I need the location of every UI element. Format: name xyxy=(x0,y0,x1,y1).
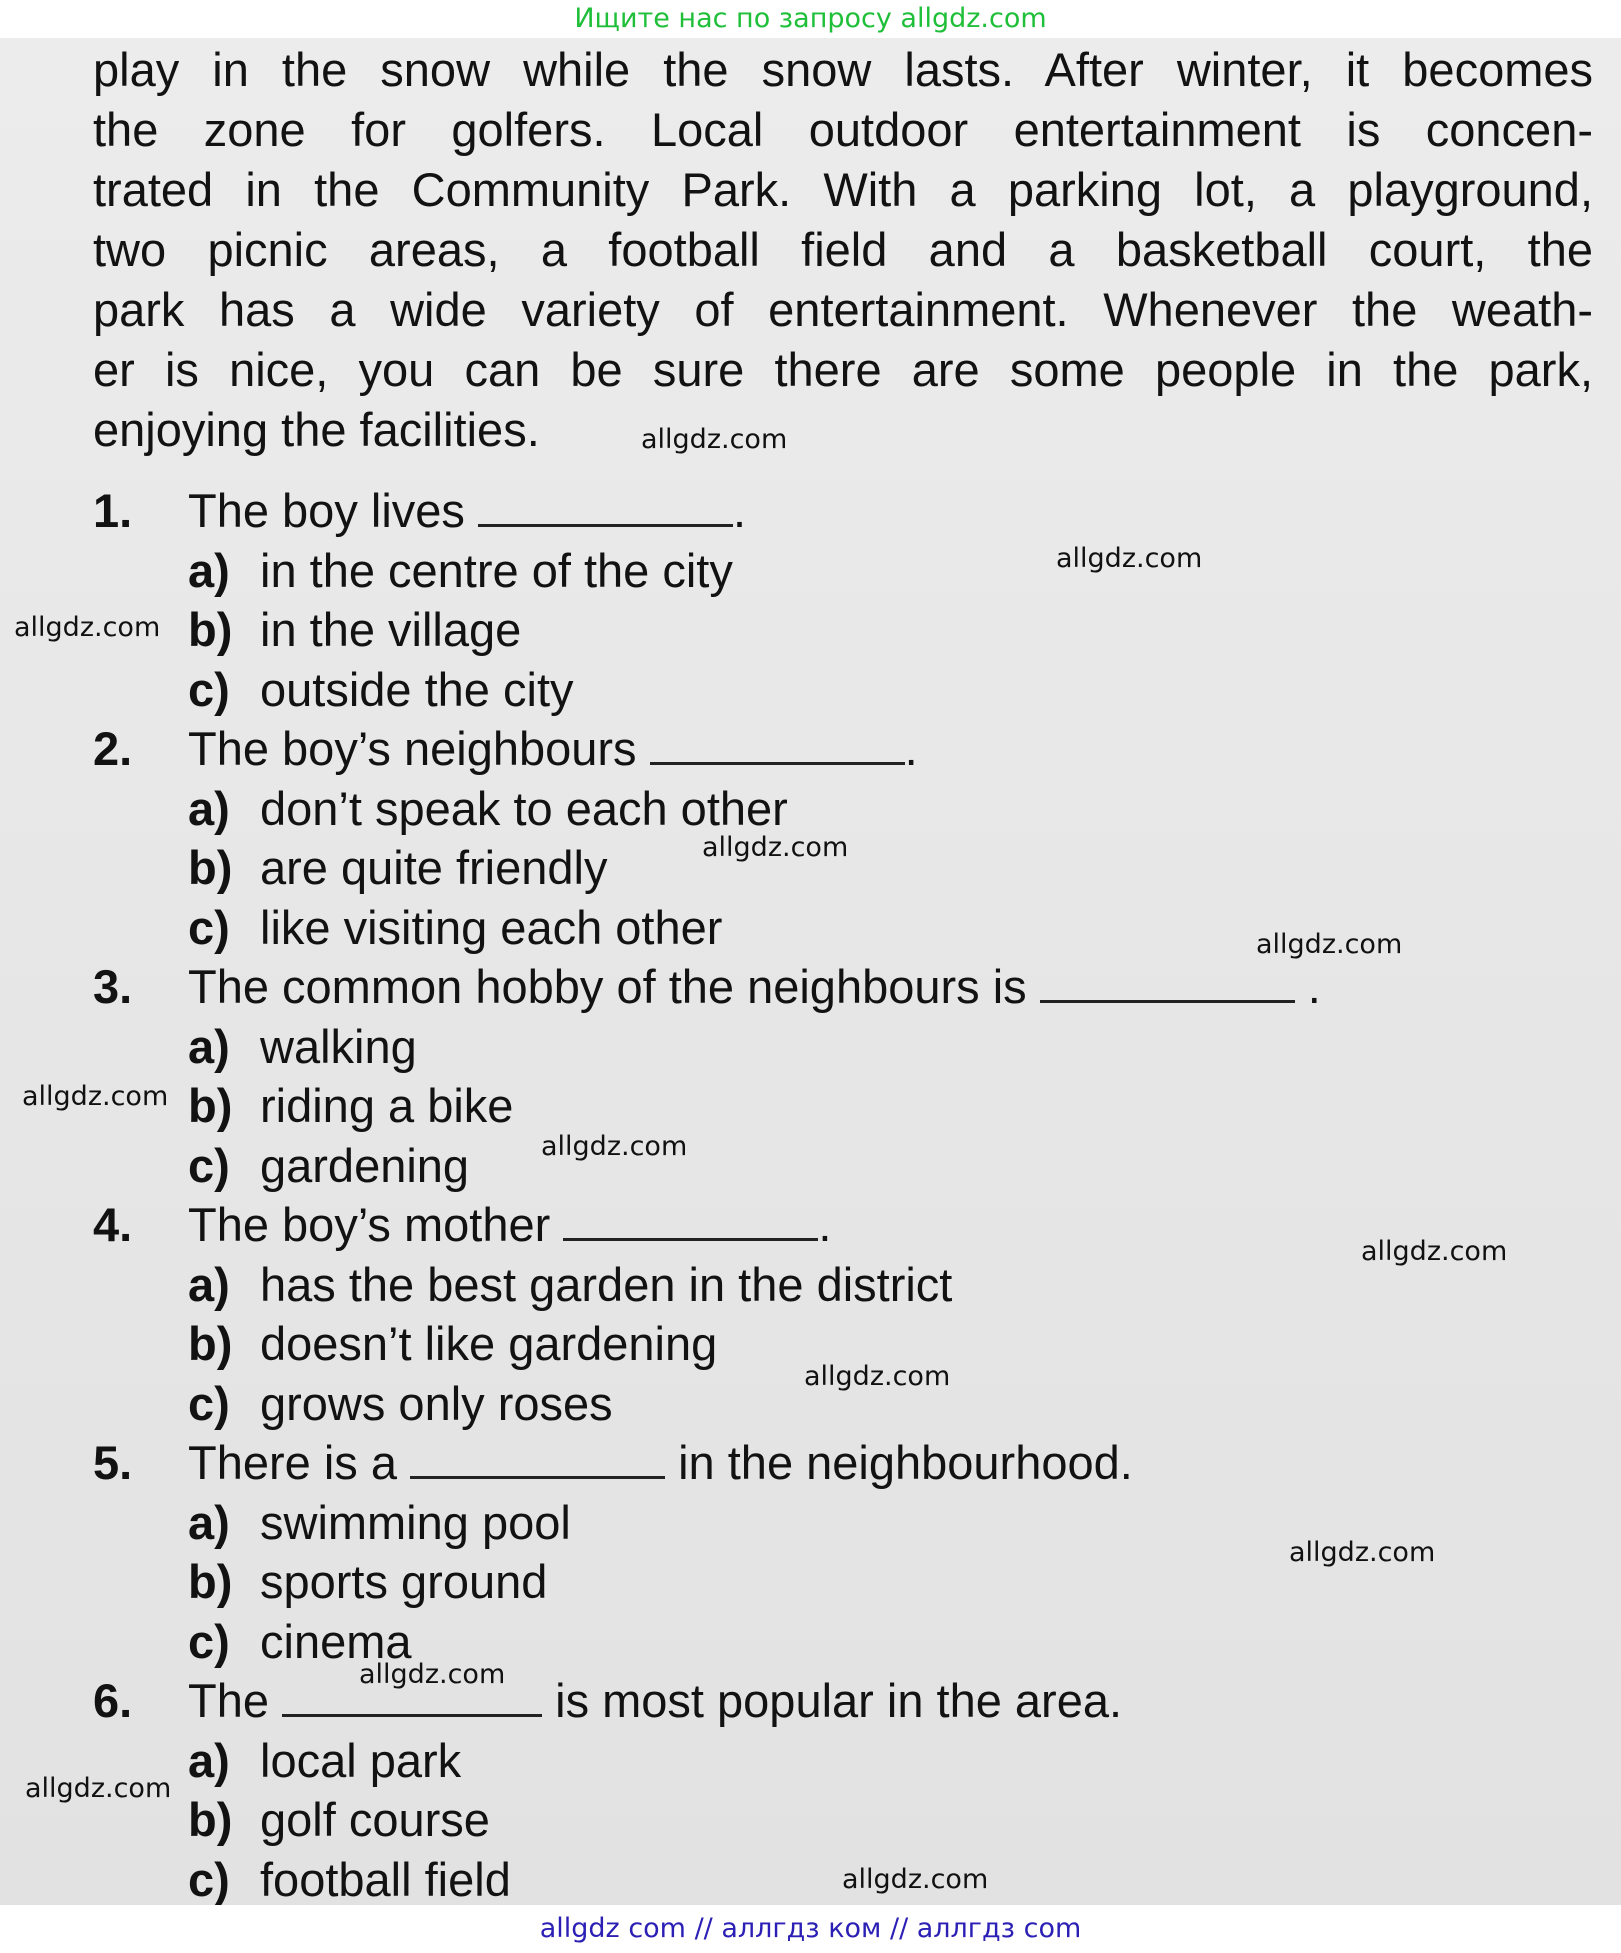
option-text: has the best garden in the district xyxy=(260,1257,953,1311)
question-text-end: . xyxy=(1307,960,1321,1013)
option-letter: b) xyxy=(188,1793,233,1846)
question-text: The boy’s mother xyxy=(188,1198,551,1251)
paragraph-line: er is nice, you can be sure there are some people in the park, xyxy=(93,343,1593,396)
question-list xyxy=(93,481,1593,1909)
watermark: allgdz.com xyxy=(842,1864,989,1895)
option-text: in the village xyxy=(260,603,522,656)
answer-blank[interactable] xyxy=(410,1444,665,1479)
paragraph-line: the zone for golfers. Local outdoor entertainment is concen- xyxy=(93,103,1593,156)
option-letter: c) xyxy=(188,1376,230,1430)
watermark: allgdz.com xyxy=(1056,543,1203,574)
option-letter: a) xyxy=(188,1495,230,1549)
question-5 xyxy=(93,1433,1593,1493)
question-text: The common hobby of the neighbours is xyxy=(188,960,1027,1013)
option-text: riding a bike xyxy=(260,1079,514,1132)
option-1a[interactable] xyxy=(93,541,1593,601)
watermark: allgdz.com xyxy=(1361,1236,1508,1267)
option-text: cinema xyxy=(260,1614,412,1668)
option-3b[interactable] xyxy=(93,1076,1593,1136)
option-letter: c) xyxy=(188,1614,230,1668)
answer-blank[interactable] xyxy=(650,730,905,765)
question-text-end: . xyxy=(818,1198,832,1251)
question-6 xyxy=(93,1671,1593,1731)
option-letter: a) xyxy=(188,1257,230,1311)
option-letter: b) xyxy=(188,841,233,894)
watermark: allgdz.com xyxy=(25,1773,172,1804)
question-1 xyxy=(93,481,1593,541)
question-number: 1. xyxy=(93,484,133,537)
option-text: football field xyxy=(260,1852,511,1906)
reading-paragraph xyxy=(93,40,1593,460)
watermark: allgdz.com xyxy=(804,1361,951,1392)
option-text: in the centre of the city xyxy=(260,543,733,597)
option-text: local park xyxy=(260,1733,462,1787)
paragraph-line: enjoying the facilities. xyxy=(93,403,540,456)
option-letter: c) xyxy=(188,1852,230,1906)
question-number: 3. xyxy=(93,960,133,1013)
option-letter: b) xyxy=(188,1555,233,1608)
option-text: walking xyxy=(260,1019,417,1073)
option-letter: c) xyxy=(188,662,230,716)
answer-blank[interactable] xyxy=(563,1206,818,1241)
option-3c[interactable] xyxy=(93,1136,1593,1196)
question-number: 6. xyxy=(93,1674,133,1727)
option-text: are quite friendly xyxy=(260,841,608,894)
question-text-end: . xyxy=(732,484,747,537)
watermark: allgdz.com xyxy=(702,832,849,863)
option-letter: b) xyxy=(188,1079,233,1132)
option-text: doesn’t like gardening xyxy=(260,1317,718,1370)
option-3a[interactable] xyxy=(93,1017,1593,1077)
question-number: 5. xyxy=(93,1436,133,1489)
option-text: gardening xyxy=(260,1138,470,1192)
watermark: allgdz.com xyxy=(22,1081,169,1112)
bottom-banner[interactable]: allgdz com // аллгдз ком // аллгдз com xyxy=(0,1905,1621,1953)
answer-blank[interactable] xyxy=(1040,968,1295,1003)
question-text: The boy’s neighbours xyxy=(188,722,637,775)
option-letter: b) xyxy=(188,1317,233,1370)
question-number: 2. xyxy=(93,722,133,775)
watermark: allgdz.com xyxy=(541,1131,688,1162)
option-1c[interactable] xyxy=(93,660,1593,720)
question-number: 4. xyxy=(93,1198,133,1251)
question-text: There is a xyxy=(188,1436,397,1489)
question-text-end: is most popular in the area. xyxy=(555,1674,1123,1727)
option-letter: a) xyxy=(188,1733,230,1787)
option-letter: c) xyxy=(188,1138,230,1192)
question-3 xyxy=(93,957,1593,1017)
question-text: The xyxy=(188,1674,269,1727)
question-text: The boy lives xyxy=(188,484,465,537)
watermark: allgdz.com xyxy=(1289,1537,1436,1568)
paragraph-line: park has a wide variety of entertainment. Whenever the weath- xyxy=(93,283,1593,336)
paragraph-line: trated in the Community Park. With a parking lot, a playground, xyxy=(93,163,1593,216)
option-letter: a) xyxy=(188,781,230,835)
question-text-end: . xyxy=(904,722,918,775)
option-letter: c) xyxy=(188,900,230,954)
option-text: don’t speak to each other xyxy=(260,781,788,835)
option-text: golf course xyxy=(260,1793,490,1846)
option-text: grows only roses xyxy=(260,1376,613,1430)
option-6a[interactable] xyxy=(93,1731,1593,1791)
watermark: allgdz.com xyxy=(641,424,788,455)
option-5c[interactable] xyxy=(93,1612,1593,1672)
answer-blank[interactable] xyxy=(478,492,733,527)
option-letter: a) xyxy=(188,1019,230,1073)
option-text: like visiting each other xyxy=(260,900,723,954)
option-6b[interactable] xyxy=(93,1790,1593,1850)
option-text: outside the city xyxy=(260,662,574,716)
paragraph-line: play in the snow while the snow lasts. After winter, it becomes xyxy=(93,43,1593,96)
option-letter: b) xyxy=(188,603,233,656)
question-text-end: in the neighbourhood. xyxy=(678,1436,1133,1489)
option-2a[interactable] xyxy=(93,779,1593,839)
option-letter: a) xyxy=(188,543,230,597)
watermark: allgdz.com xyxy=(359,1659,506,1690)
question-2 xyxy=(93,719,1593,779)
top-banner[interactable]: Ищите нас по запросу allgdz.com xyxy=(0,0,1621,38)
option-text: sports ground xyxy=(260,1555,548,1608)
watermark: allgdz.com xyxy=(14,612,161,643)
watermark: allgdz.com xyxy=(1256,929,1403,960)
paragraph-line: two picnic areas, a football field and a basketball court, the xyxy=(93,223,1593,276)
option-text: swimming pool xyxy=(260,1495,571,1549)
option-1b[interactable] xyxy=(93,600,1593,660)
